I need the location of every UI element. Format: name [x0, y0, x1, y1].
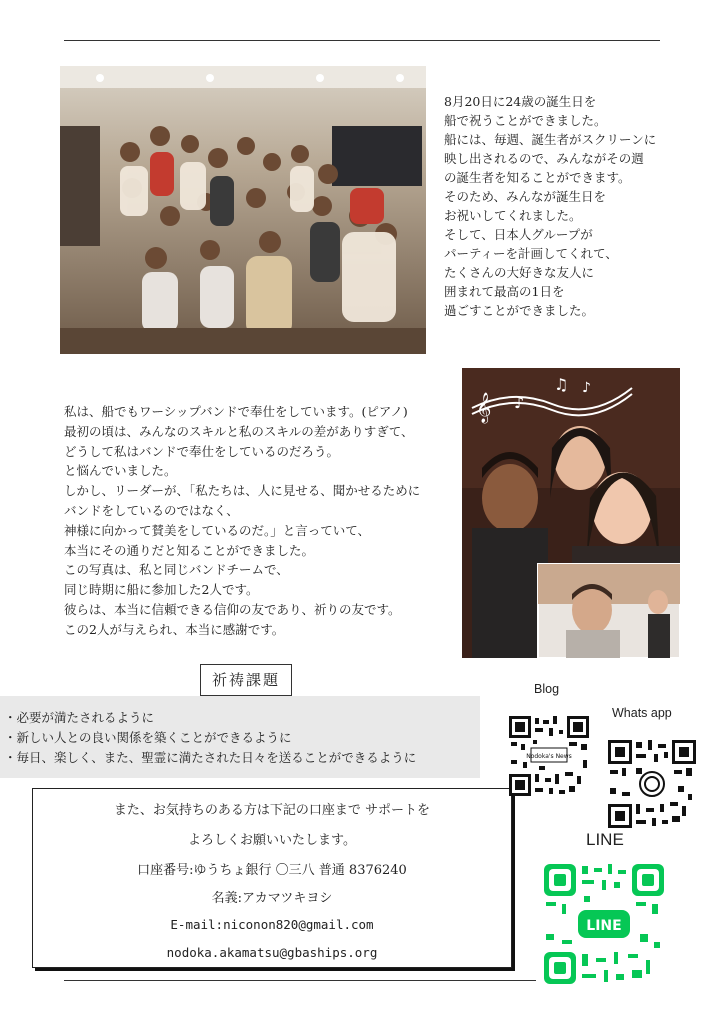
svg-text:♪: ♪	[582, 380, 591, 396]
account-holder: 名義:アカマツキヨシ	[211, 891, 333, 906]
svg-text:𝄞: 𝄞	[476, 393, 492, 423]
line-label: LINE	[586, 830, 624, 849]
text-line: 映し出されるので、みんながその週	[444, 151, 644, 166]
text-line: 囲まれて最高の1日を	[444, 284, 565, 299]
birthday-group-photo	[60, 66, 426, 354]
text-line: 船で祝うことができました。	[444, 113, 607, 128]
prayer-item: ・必要が満たされるように	[4, 710, 155, 725]
text-line: そのため、みんなが誕生日を	[444, 189, 607, 204]
prayer-requests-title: 祈祷課題	[200, 664, 292, 696]
text-line: この2人が与えられ、本当に感謝です。	[64, 621, 285, 637]
bottom-rule	[64, 980, 536, 981]
text-line: お祝いしてくれました。	[444, 208, 582, 223]
prayer-item: ・新しい人との良い関係を築くことができるように	[4, 730, 292, 745]
line-qr-caption: LINE	[586, 918, 622, 934]
whatsapp-qr-code[interactable]	[608, 740, 696, 828]
prayer-requests-box	[0, 696, 480, 778]
top-rule	[64, 40, 660, 41]
text-line: と悩んでいました。	[64, 463, 177, 479]
prayer-item: ・毎日、楽しく、また、聖霊に満たされた日々を送ることができるように	[4, 750, 417, 765]
text-line: 過ごすことができました。	[444, 303, 595, 318]
blog-label: Blog	[534, 682, 560, 696]
text-line: 彼らは、本当に信頼できる信仰の友であり、祈りの友です。	[64, 601, 401, 617]
text-line: 同じ時期に船に参加した2人です。	[64, 582, 259, 598]
band-selfie-photo	[462, 368, 680, 658]
blog-qr-code[interactable]	[509, 716, 589, 796]
text-line: パーティーを計画してくれて、	[444, 246, 618, 261]
birthday-text	[444, 92, 656, 320]
text-line: たくさんの大好きな友人に	[444, 265, 595, 280]
support-request-line: また、お気持ちのある方は下記の口座まで サポートを	[113, 803, 431, 818]
whatsapp-label: Whats app	[612, 706, 672, 720]
text-line: そして、日本人グループが	[444, 227, 593, 242]
text-line: バンドをしているのではなく、	[64, 502, 239, 518]
line-qr-code[interactable]	[544, 864, 664, 984]
text-line: しかし、リーダーが、「私たちは、人に見せる、聞かせるために	[64, 483, 421, 499]
svg-text:♫: ♫	[554, 375, 569, 394]
band-text	[64, 402, 420, 640]
blog-qr-caption: Nodoka's News	[526, 753, 572, 760]
text-line: この写真は、私と同じバンドチームで、	[64, 562, 289, 578]
text-line: 本当にその通りだと知ることができました。	[64, 542, 315, 558]
text-line: 船には、毎週、誕生者がスクリーンに	[444, 132, 657, 147]
text-line: の誕生者を知ることができます。	[444, 170, 631, 185]
svg-text:♪: ♪	[514, 393, 525, 412]
email-primary[interactable]: E-mail:niconon820@gmail.com	[170, 917, 374, 932]
email-secondary[interactable]: nodoka.akamatsu@gbaships.org	[166, 945, 378, 960]
text-line: 私は、船でもワーシップバンドで奉仕をしています。(ピアノ)	[64, 404, 408, 419]
text-line: 8月20日に24歳の誕生日を	[444, 94, 597, 109]
text-line: 神様に向かって賛美をしているのだ。」と言っていて、	[64, 522, 371, 538]
text-line: 最初の頃は、みんなのスキルと私のスキルの差がありすぎて、	[64, 423, 414, 439]
support-request-line: よろしくお願いいたします。	[188, 833, 356, 848]
support-info-box	[32, 788, 512, 968]
bank-account: 口座番号:ゆうちょ銀行 〇三八 普通 8376240	[137, 863, 407, 878]
text-line: どうして私はバンドで奉仕をしているのだろう。	[64, 443, 340, 459]
